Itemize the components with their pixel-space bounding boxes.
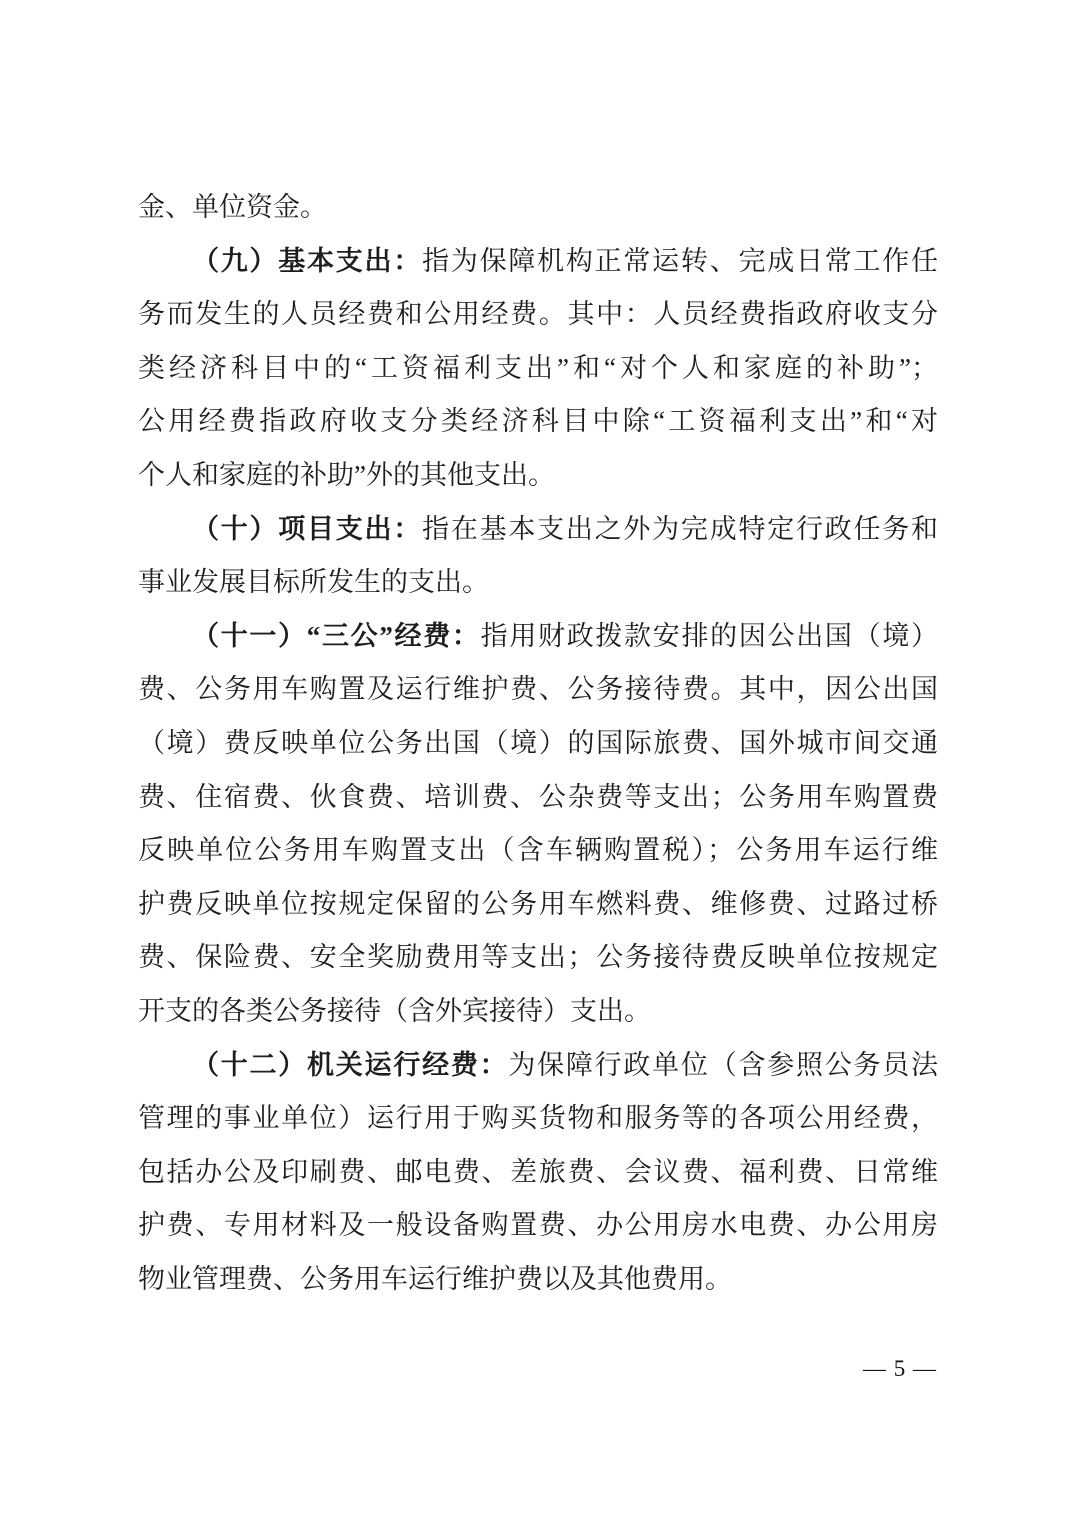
clause-text: 务而发生的人员经费和公用经费。其中：人员经费指政府收支分 <box>138 299 938 330</box>
clause-text: 反映单位公务用车购置支出（含车辆购置税）；公务用车运行维 <box>138 835 938 866</box>
document-line <box>138 663 938 717</box>
clause-text: 指在基本支出之外为完成特定行政任务和 <box>422 513 939 544</box>
document-line <box>138 1199 938 1253</box>
clause-text: 为保障行政单位（含参照公务员法 <box>508 1049 939 1080</box>
document-line <box>138 771 938 825</box>
document-line <box>138 1092 938 1146</box>
document-line <box>138 235 938 289</box>
document-line <box>138 824 938 878</box>
document-line <box>138 342 938 396</box>
clause-heading: （十二）机关运行经费： <box>192 1049 509 1080</box>
document-line <box>138 449 938 503</box>
document-line <box>138 1039 938 1093</box>
clause-text: 护费反映单位按规定保留的公务用车燃料费、维修费、过路过桥 <box>138 888 938 919</box>
clause-text: （境）费反映单位公务出国（境）的国际旅费、国外城市间交通 <box>138 727 938 758</box>
document-line <box>138 503 938 557</box>
clause-text: 金、单位资金。 <box>138 192 327 222</box>
clause-text: 指为保障机构正常运转、完成日常工作任 <box>422 245 939 276</box>
document-line <box>138 931 938 985</box>
clause-text: 管理的事业单位）运行用于购买货物和服务等的各项公用经费， <box>138 1103 938 1134</box>
document-line <box>138 717 938 771</box>
clause-text: 费、住宿费、伙食费、培训费、公杂费等支出；公务用车购置费 <box>138 781 938 812</box>
document-body <box>138 181 938 1306</box>
clause-heading: （十一）“三公”经费： <box>192 620 481 651</box>
clause-text: 护费、专用材料及一般设备购置费、办公用房水电费、办公用房 <box>138 1210 938 1241</box>
clause-heading: （十）项目支出： <box>192 513 423 544</box>
document-line <box>138 1146 938 1200</box>
clause-text: 个人和家庭的补助”外的其他支出。 <box>138 459 555 490</box>
clause-heading: （九）基本支出： <box>192 245 423 276</box>
clause-text: 类经济科目中的“工资福利支出”和“对个人和家庭的补助”； <box>138 352 938 383</box>
clause-text: 费、保险费、安全奖励费用等支出；公务接待费反映单位按规定 <box>138 942 938 973</box>
page-number: — 5 — <box>863 1356 937 1381</box>
clause-text: 费、公务用车购置及运行维护费、公务接待费。其中，因公出国 <box>138 674 938 705</box>
document-line <box>138 288 938 342</box>
document-line <box>138 878 938 932</box>
clause-text: 公用经费指政府收支分类经济科目中除“工资福利支出”和“对 <box>138 406 938 437</box>
clause-text: 指用财政拨款安排的因公出国（境） <box>480 620 939 651</box>
document-line <box>138 395 938 449</box>
clause-text: 物业管理费、公务用车运行维护费以及其他费用。 <box>138 1263 732 1294</box>
document-line <box>138 610 938 664</box>
clause-text: 开支的各类公务接待（含外宾接待）支出。 <box>138 995 651 1026</box>
document-line <box>138 1253 938 1307</box>
document-line <box>138 985 938 1039</box>
document-line <box>138 556 938 610</box>
clause-text: 包括办公及印刷费、邮电费、差旅费、会议费、福利费、日常维 <box>138 1156 938 1187</box>
clause-text: 事业发展目标所发生的支出。 <box>138 567 489 598</box>
document-line <box>138 181 938 235</box>
